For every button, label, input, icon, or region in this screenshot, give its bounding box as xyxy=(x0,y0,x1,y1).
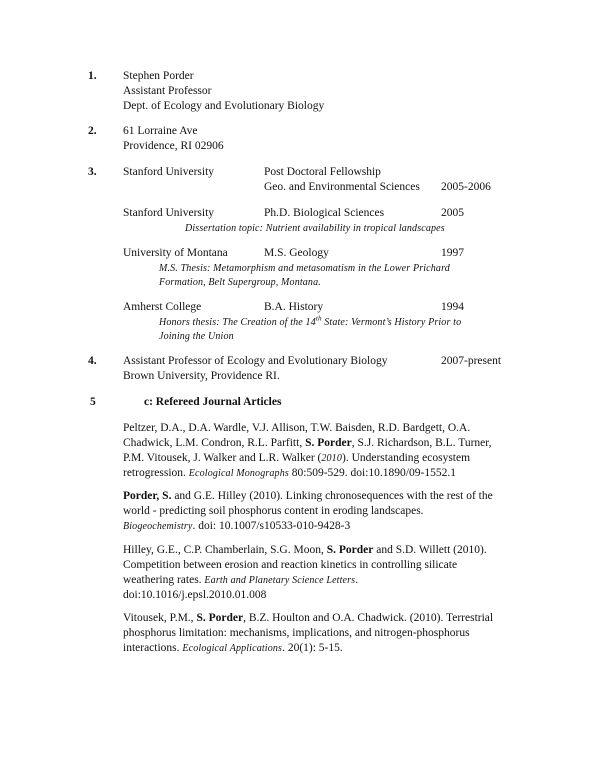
section-1-number: 1. xyxy=(88,70,97,82)
section-2-number: 2. xyxy=(88,125,97,137)
section-3-number: 3. xyxy=(88,166,97,178)
article-line: retrogression. Ecological Monographs 80:509-529. doi:10.1890/09-1552.1 xyxy=(123,467,456,479)
education-institution: Stanford University xyxy=(123,207,215,219)
section-5-number: 5 xyxy=(90,396,96,408)
education-degree: M.S. Geology xyxy=(264,247,329,259)
education-note: Dissertation topic: Nutrient availability in tropical landscapes xyxy=(185,223,445,234)
education-degree: B.A. History xyxy=(264,301,324,313)
person-department: Dept. of Ecology and Evolutionary Biology xyxy=(123,100,325,112)
person-name: Stephen Porder xyxy=(123,70,194,82)
section-heading: c: Refereed Journal Articles xyxy=(144,396,282,408)
journal-article xyxy=(123,543,515,603)
article-line: interactions. Ecological Applications. 20(1): 5-15. xyxy=(123,642,343,654)
article-line: weathering rates. Earth and Planetary Science Letters. xyxy=(123,574,359,586)
education-degree: Ph.D. Biological Sciences xyxy=(264,207,385,219)
education-note: Honors thesis: The Creation of the 14th State: Vermont’s History Prior to xyxy=(159,314,462,328)
education-year: 1994 xyxy=(441,301,464,313)
education-institution: University of Montana xyxy=(123,247,228,259)
journal-article xyxy=(123,611,515,656)
education-institution: Amherst College xyxy=(123,301,202,313)
article-line: Biogeochemistry. doi: 10.1007/s10533-010-9428-3 xyxy=(123,520,351,532)
article-line: Competition between erosion and reaction kinetics in controlling silicate xyxy=(123,559,458,571)
article-line: P.M. Vitousek, J. Walker and L.R. Walker (2010). Understanding ecosystem xyxy=(123,452,471,464)
education-year: 2005-2006 xyxy=(441,181,491,193)
employment-institution: Brown University, Providence RI. xyxy=(123,370,280,382)
education-degree-line2: Geo. and Environmental Sciences xyxy=(264,181,420,193)
article-line: doi:10.1016/j.epsl.2010.01.008 xyxy=(123,589,267,601)
article-line: Porder, S. and G.E. Hilley (2010). Linking chronosequences with the rest of the xyxy=(123,490,493,502)
employment-position: Assistant Professor of Ecology and Evolutionary Biology xyxy=(123,355,388,367)
article-line: phosphorus limitation: mechanisms, implications, and nitrogen-phosphorus xyxy=(123,627,470,639)
person-title: Assistant Professor xyxy=(123,85,212,97)
education-year: 2005 xyxy=(441,207,464,219)
article-line: Peltzer, D.A., D.A. Wardle, V.J. Allison, T.W. Baisden, R.D. Bardgett, O.A. xyxy=(123,422,471,434)
education-institution: Stanford University xyxy=(123,166,215,178)
journal-article xyxy=(123,421,515,481)
employment-years: 2007-present xyxy=(441,355,502,367)
education-degree: Post Doctoral Fellowship xyxy=(264,166,381,178)
article-line: Vitousek, P.M., S. Porder, B.Z. Houlton and O.A. Chadwick. (2010). Terrestrial xyxy=(123,612,494,624)
education-note-line2: Joining the Union xyxy=(159,331,234,342)
address-city: Providence, RI 02906 xyxy=(123,140,224,152)
article-line: world - predicting soil phosphorus content in eroding landscapes. xyxy=(123,505,424,517)
education-note-line2: Formation, Belt Supergroup, Montana. xyxy=(159,277,321,288)
education-year: 1997 xyxy=(441,247,464,259)
article-line: Chadwick, L.M. Condron, R.L. Parfitt, S. Porder, S.J. Richardson, B.L. Turner, xyxy=(123,437,492,449)
address-street: 61 Lorraine Ave xyxy=(123,125,198,137)
education-note: M.S. Thesis: Metamorphism and metasomatism in the Lower Prichard xyxy=(159,263,450,274)
journal-article xyxy=(123,489,515,534)
section-4-number: 4. xyxy=(88,355,97,367)
article-line: Hilley, G.E., C.P. Chamberlain, S.G. Moon, S. Porder and S.D. Willett (2010). xyxy=(123,544,487,556)
